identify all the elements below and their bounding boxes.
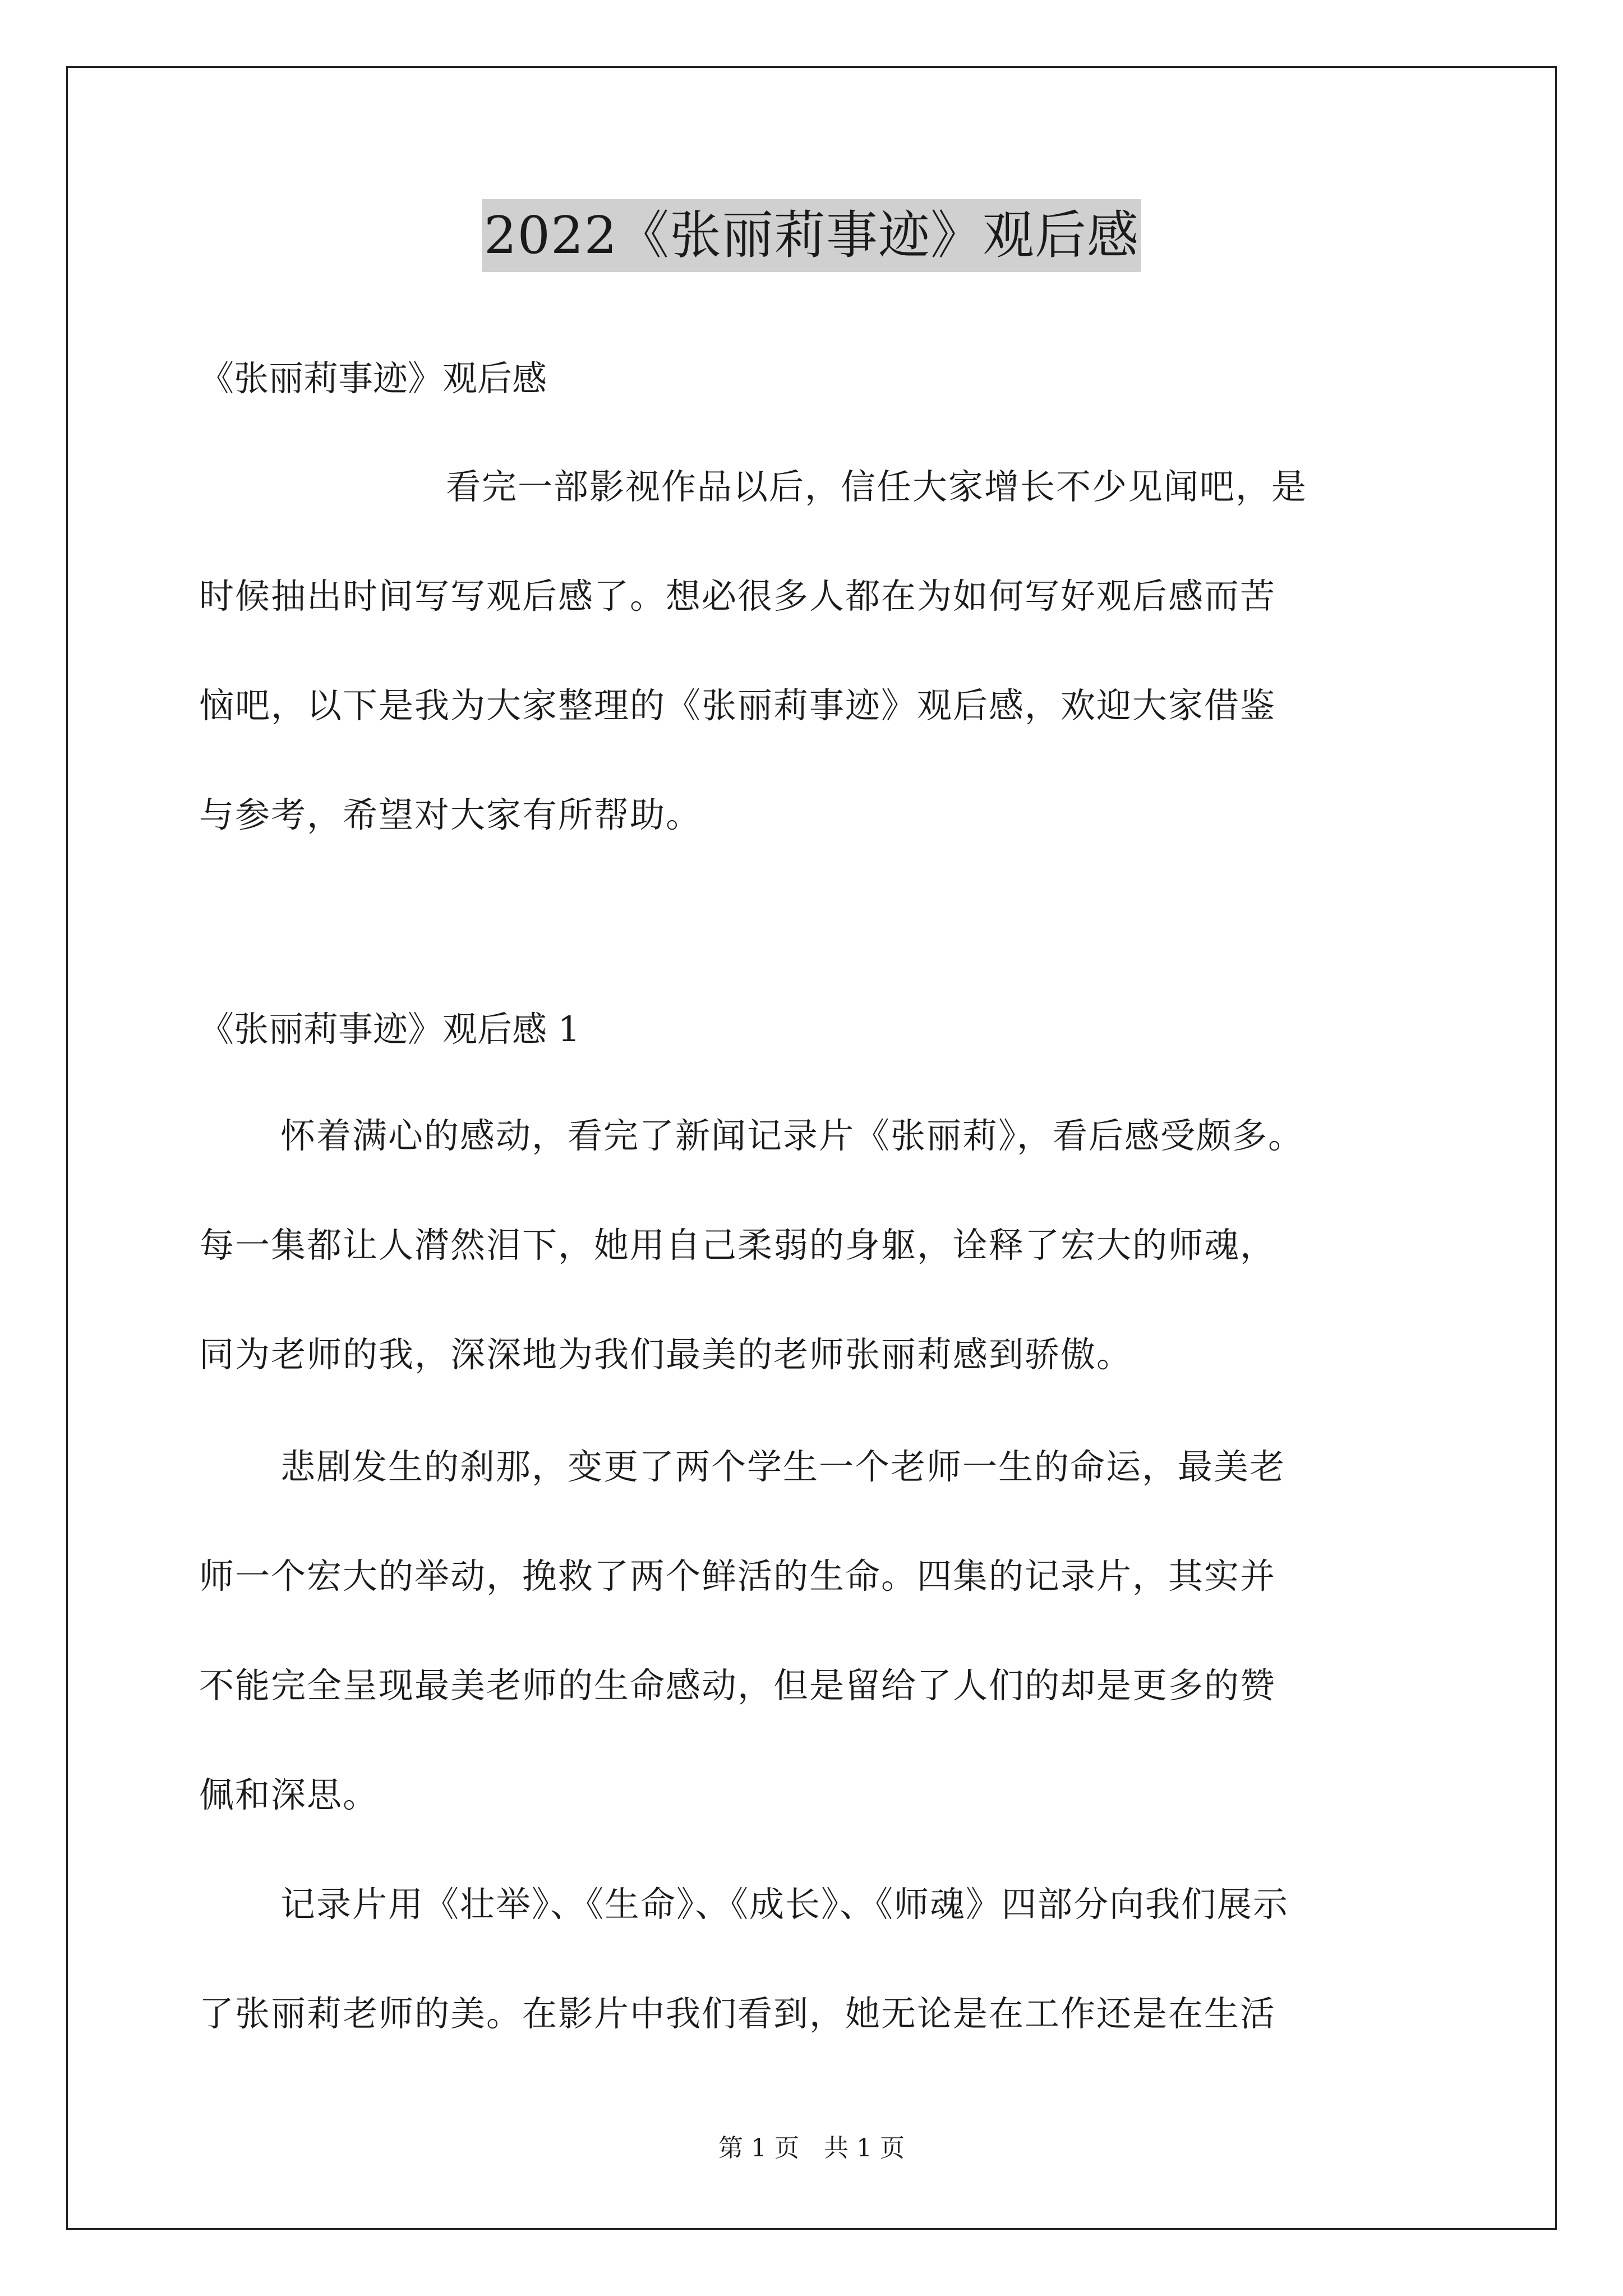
para2-line-2: 师一个宏大的举动，挽救了两个鲜活的生命。四集的记录片，其实并 <box>199 1556 1276 1596</box>
section1-heading: 《张丽莉事迹》观后感 1 <box>199 1009 580 1050</box>
para2-line-4: 佩和深思。 <box>199 1774 379 1815</box>
page-footer: 第 1 页 共 1 页 <box>718 2134 905 2162</box>
para1-line-3: 同为老师的我，深深地为我们最美的老师张丽莉感到骄傲。 <box>199 1334 1133 1375</box>
intro-line-4: 与参考，希望对大家有所帮助。 <box>199 794 702 835</box>
document-title: 2022《张丽莉事迹》观后感 <box>482 199 1141 272</box>
title-container <box>0 199 1623 272</box>
para2-line-3: 不能完全呈现最美老师的生命感动，但是留给了人们的却是更多的赞 <box>199 1665 1276 1706</box>
para1-line-1: 怀着满心的感动，看完了新闻记录片《张丽莉》，看后感受颇多。 <box>280 1115 1304 1156</box>
para3-line-2: 了张丽莉老师的美。在影片中我们看到，她无论是在工作还是在生活 <box>199 1993 1276 2034</box>
intro-heading: 《张丽莉事迹》观后感 <box>199 358 547 399</box>
intro-line-2: 时候抽出时间写写观后感了。想必很多人都在为如何写好观后感而苦 <box>199 576 1276 616</box>
para1-line-2: 每一集都让人潸然泪下，她用自己柔弱的身躯，诠释了宏大的师魂， <box>199 1225 1276 1266</box>
intro-line-1: 看完一部影视作品以后，信任大家增长不少见闻吧，是 <box>446 466 1308 507</box>
para2-line-1: 悲剧发生的刹那，变更了两个学生一个老师一生的命运，最美老 <box>280 1446 1286 1487</box>
intro-line-3: 恼吧，以下是我为大家整理的《张丽莉事迹》观后感，欢迎大家借鉴 <box>199 685 1276 726</box>
para3-line-1: 记录片用《壮举》、《生命》、《成长》、《师魂》四部分向我们展示 <box>280 1884 1289 1925</box>
